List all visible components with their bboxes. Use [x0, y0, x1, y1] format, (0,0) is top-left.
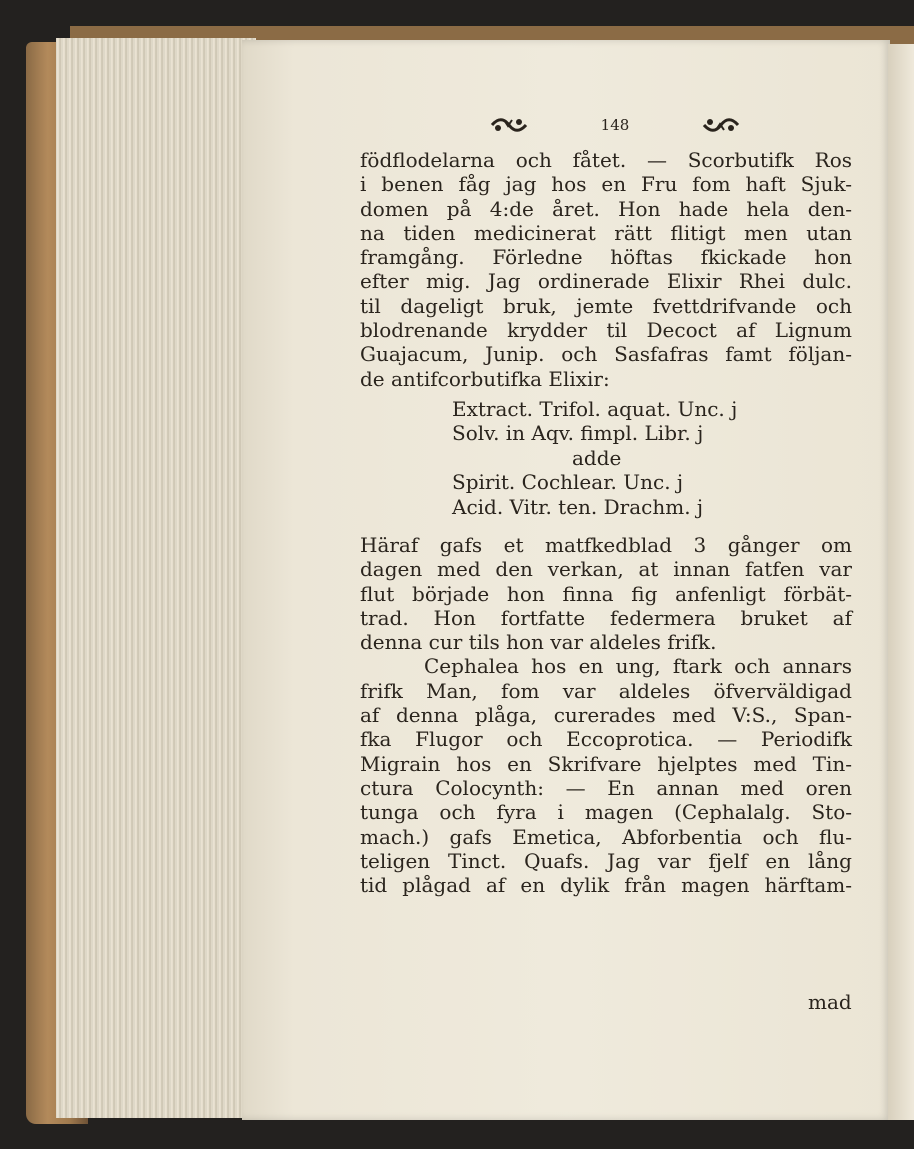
facing-page-edge	[888, 44, 914, 1120]
text-line: Cephalea hos en ung, ftark och annars	[424, 654, 852, 679]
recipe-line: Extract. Trifol. aquat. Unc. j	[452, 396, 738, 421]
text-line: ctura Colocynth: — En annan med oren	[360, 775, 852, 800]
text-line: denna cur tils hon var aldeles frifk.	[360, 630, 717, 655]
text-line: teligen Tinct. Quafs. Jag var fjelf en lång	[360, 848, 852, 873]
text-line: flut började hon finna fig anfenligt förbät-	[360, 581, 852, 606]
recipe-line: adde	[572, 445, 622, 470]
text-line: Migrain hos en Skrifvare hjelptes med Tin-	[360, 751, 852, 776]
recipe-block	[452, 397, 852, 519]
text-line: tid plågad af en dylik från magen härftam-	[360, 873, 852, 898]
text-line: til dageligt bruk, jemte fvettdrifvande och	[360, 293, 852, 318]
recipe-line: Solv. in Aqv. fimpl. Libr. j	[452, 421, 704, 446]
text-line: framgång. Förledne höftas fkickade hon	[360, 245, 852, 270]
page-number: 148	[600, 116, 630, 134]
text-line: Häraf gafs et matfkedblad 3 gånger om	[360, 533, 852, 557]
paragraph-1	[360, 148, 852, 391]
text-line: na tiden medicinerat rätt flitigt men utan	[360, 220, 852, 245]
catchword: mad	[808, 990, 852, 1014]
text-line: blodrenande krydder til Decoct af Lignum	[360, 318, 852, 343]
recipe-line: Acid. Vitr. ten. Drachm. j	[452, 494, 704, 519]
page-header	[490, 110, 740, 140]
fleuron-icon	[490, 116, 528, 134]
text-line: Guajacum, Junip. och Sasfafras famt följan-	[360, 342, 852, 367]
paragraph-2	[360, 533, 852, 654]
text-line: af denna plåga, curerades med V:S., Span-	[360, 703, 852, 728]
text-line: trad. Hon fortfatte federmera bruket af	[360, 605, 852, 630]
text-line: födflodelarna och fåtet. — Scorbutifk Ros	[360, 148, 852, 172]
text-line: mach.) gafs Emetica, Abforbentia och flu-	[360, 824, 852, 849]
text-line: tunga och fyra i magen (Cephalalg. Sto-	[360, 800, 852, 825]
text-line: domen på 4:de året. Hon hade hela den-	[360, 196, 852, 221]
text-line: frifk Man, fom var aldeles öfverväldigad	[360, 678, 852, 703]
page-edges	[56, 38, 256, 1118]
recipe-line: Spirit. Cochlear. Unc. j	[452, 470, 684, 495]
text-line: fka Flugor och Eccoprotica. — Periodifk	[360, 727, 852, 752]
text-line: i benen fåg jag hos en Fru fom haft Sjuk-	[360, 172, 852, 197]
fleuron-icon	[702, 116, 740, 134]
page-body	[360, 148, 852, 897]
text-line: dagen med den verkan, at innan fatfen var	[360, 557, 852, 582]
text-line: de antifcorbutifka Elixir:	[360, 366, 610, 391]
paragraph-3	[360, 654, 852, 897]
text-line: efter mig. Jag ordinerade Elixir Rhei dulc.	[360, 269, 852, 294]
